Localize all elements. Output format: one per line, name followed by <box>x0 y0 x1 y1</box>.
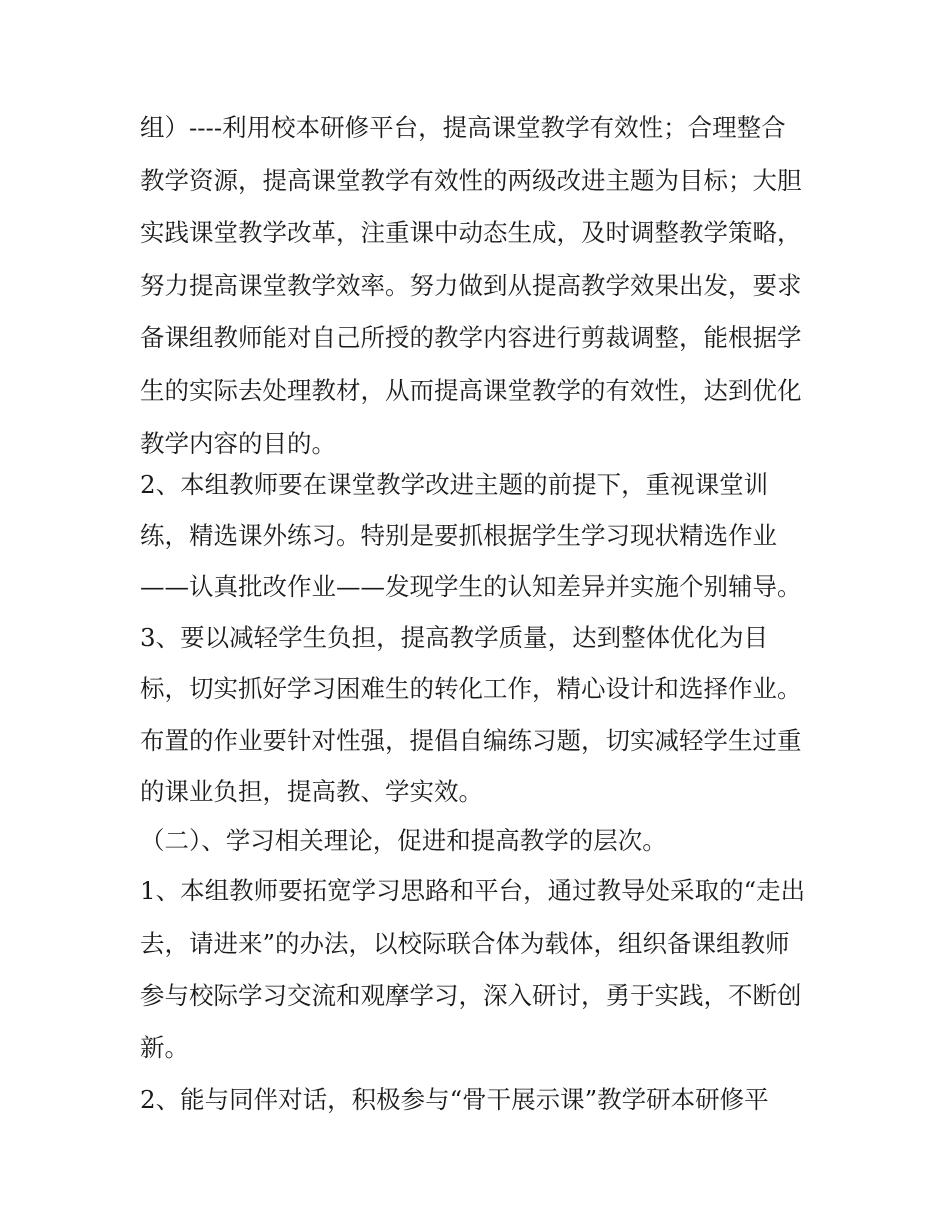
text-line: 实践课堂教学改革，注重课中动态生成，及时调整教学策略， <box>140 218 802 247</box>
text-line: 教学内容的目的。 <box>140 429 336 458</box>
text-line: 标，切实抓好学习困难生的转化工作，精心设计和选择作业。 <box>140 674 802 703</box>
text-line: 的课业负担，提高教、学实效。 <box>140 777 483 806</box>
text-line: ——认真批改作业——发现学生的认知差异并实施个别辅导。 <box>140 572 802 601</box>
text-line: 组）----利用校本研修平台，提高课堂教学有效性；合理整合 <box>140 113 786 142</box>
text-line: 参与校际学习交流和观摩学习，深入研讨，勇于实践，不断创 <box>140 981 802 1010</box>
text-line: 去，请进来”的办法，以校际联合体为载体，组织备课组教师 <box>140 929 790 958</box>
text-line: 2、能与同伴对话，积极参与“骨干展示课”教学研本研修平 <box>140 1085 769 1114</box>
text-line: 新。 <box>140 1033 189 1062</box>
text-line: 教学资源，提高课堂教学有效性的两级改进主题为目标；大胆 <box>140 166 802 195</box>
text-line: 2、本组教师要在课堂教学改进主题的前提下，重视课堂训 <box>140 470 769 499</box>
text-line: 努力提高课堂教学效率。努力做到从提高教学效果出发，要求 <box>140 271 802 300</box>
text-line: 练，精选课外练习。特别是要抓根据学生学习现状精选作业 <box>140 521 777 550</box>
text-line: 1、本组教师要拓宽学习思路和平台，通过教导处采取的“走出 <box>140 876 806 905</box>
text-line: 3、要以减轻学生负担，提高教学质量，达到整体优化为目 <box>140 623 769 652</box>
text-line: 布置的作业要针对性强，提倡自编练习题，切实减轻学生过重 <box>140 726 802 755</box>
text-line: 备课组教师能对自己所授的教学内容进行剪裁调整，能根据学 <box>140 323 802 352</box>
text-line: 生的实际去处理教材，从而提高课堂教学的有效性，达到优化 <box>140 376 802 405</box>
section-heading: （二）、学习相关理论，促进和提高教学的层次。 <box>140 826 667 855</box>
